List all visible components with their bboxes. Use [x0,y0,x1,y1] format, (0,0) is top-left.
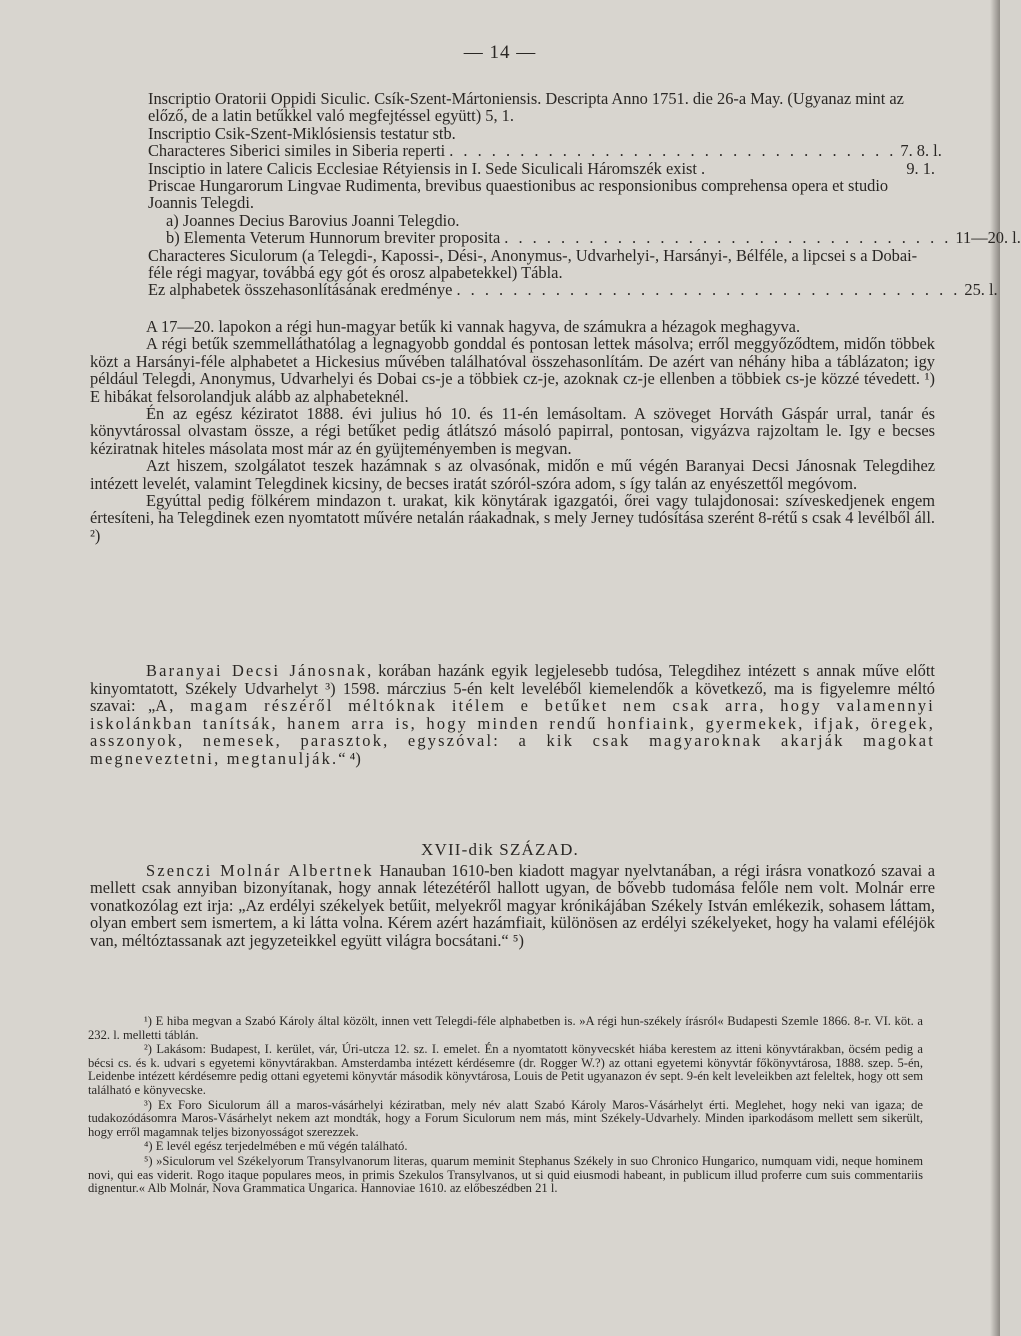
toc-entry-text: Inscriptio Csik-Szent-Miklósiensis testatur stb. [148,123,456,143]
toc-entry [148,141,942,161]
toc-page-ref: 11—20. l. [955,228,1021,248]
footnote: ²) Lakásom: Budapest, I. kerület, vár, Úri-utcza 12. sz. I. emelet. Én a nyomtatott könyvecskét hiába kerestem az itteni könyvtárakban, öcsém pedig a bécsi cs. és k. udvari s egyetemi könyvtárakban. Amsterdamba intézett kérdésemre (dr. Rogger W.?) az ottani egyetemi könyvtár főkönyvtárosa, 1888. szep. 5-én, Leidenbe intézett kérdésemre pedig ottani egyetemi könyvtár második könyvtárosa, Louis de Petit ugyanazon év sept. 9-én kelt leveleikben azt feleltek, hogy ott sem található e könyvecske. [88,1042,923,1097]
quoted-text: A, magam részéről méltóknak itélem e betűket nem csak arra, hogy valamennyi iskolánkban tanítsák, hanem arra is, hogy minden rendű honfiaink, gyermekek, ifjak, öregek, asszonyok, nemesek, parasztok, egyszóval: a kik csak magyaroknak akarják magokat megneveztetni, megtanulják. [90,696,935,768]
toc-entry-text: Ez alphabetek összehasonlításának eredménye [148,280,453,300]
paragraph-text: Hanauban 1610-ben kiadott magyar nyelvtanában, a régi irásra vonatkozó szavai a mellett csak annyiban bizonyítanak, hogy annak létezétéről hallott ugyan, de bővebb tudomása felőle nem volt. Molnár erre vonatkozólag ezt irja: „Az erdélyi székelyek betűit, melyekről magyar krónikájában Székely István emlékezik, sohasem láttam, olyan embert sem ismertem, a ki látta volna. Kérem azért hazámfiait, különösen az erdélyi székelyeket, hogy ha valami eféléjök van, méltóztassanak azt jegyzeteikkel együtt világra bocsátani.“ ⁵) [90,861,935,950]
body-section-2 [90,662,935,768]
footnote: ⁵) »Siculorum vel Székelyorum Transylvanorum literas, quarum meminit Stephanus Székely in suo Chronico Hungarico, numquam vidi, neque hominem novi, qui eas viderit. Rogo itaque populares meos, in primis Szekulos Transylvanos, ut si quid eiusmodi habeant, in publicum illud proferre cum suis commentariis dignentur.« Alb Molnár, Nova Grammatica Ungarica. Hannoviae 1610. az előbeszédben 21 l. [88,1153,923,1196]
paragraph: A 17—20. lapokon a régi hun-magyar betűk ki vannak hagyva, de számukra a hézagok meghagyva. [146,317,801,336]
toc-entry-text: Characteres Siberici similes in Siberia reperti [148,141,446,161]
paragraph: Én az egész kéziratot 1888. évi julius hó 10. és 11-én lemásoltam. A szöveget Horváth Gáspár urral, tanár és könyvtárossal olvastam össze, a régi betűket pedig átlátszó másoló papirral, pontosan, vigyázva rajzoltam le. Igy e becses kéziratnak hiteles másolata most már az én gyüjteményemben is megvan. [90,404,935,458]
toc-entry [148,160,935,177]
paragraph: Egyúttal pedig fölkérem mindazon t. urakat, kik könytárak igazgatói, őrei vagy tulajdonosai: szíveskedjenek engem értesíteni, ha Telegdinek ezen nyomtatott művére netalán ráakadnak, s mely Jerney tudósítása szerént 8-rétű s csak 4 levélből áll. ²) [90,491,935,545]
toc-entry [148,125,935,142]
paragraph: A régi betűk szemmelláthatólag a legnagyobb gonddal és pontosan lettek másolva; erről meggyőződtem, midőn többek közt a Harsányi-féle alphabetet a Hickesius művében találhatóval összehasonlítám. De azért van néhány hiba a táblázaton; igy például Telegdi, Anonymus, Udvarhelyi és Dobai cs-je a többiek cz-je, azoknak cz-je ellenben a többiek cs-je közzé tévedett. ¹) E hibákat felsorolandjuk alább az alphabeteknél. [90,334,935,406]
toc-dot-leader: . . . . . . . . . . . . . . . . . . . . . . . . . . . . . . . . [449,141,897,161]
toc-dot-leader: . . . . . . . . . . . . . . . . . . . . . . . . . . . . . . . . [504,228,952,248]
toc-entry-text: b) Elementa Veterum Hunnorum breviter proposita [166,228,501,248]
person-name: Baranyai Decsi Jánosnak [146,661,368,680]
toc-entry-text: a) Joannes Decius Barovius Joanni Telegdio. [166,210,460,230]
body-section-1 [90,318,935,544]
paragraph-text: , korában hazánk egyik legjelesebb tudósa, Telegdihez intézett s annak műve előtt kinyomtatott, Székely Udvarhelyt ³) 1598. márczius 5-én kelt leveléből kiemelendők a következő, ma is figyelemre méltó szavai: „ [90,661,935,716]
footnote: ³) Ex Foro Siculorum áll a maros-vásárhelyi kéziratban, mely név alatt Szabó Károly Maros-Vásárhelyt érti. Meglehet, hogy neki van igaza; de tudakozódásomra Maros-Vásárhelyt nekem azt mondták, hogy a Forum Siculorum nem más, mint Székely-Udvarhely. Minden iparkodásom mellett sem sikerült, hogy erről magamnak teljes bizonyosságot szerezzek. [88,1097,923,1139]
toc-entry-text: Priscae Hungarorum Lingvae Rudimenta, brevibus quaestionibus ac responsionibus comprehensa opera et studio Joannis Telegdi. [148,176,889,213]
section-heading: XVII-dik SZÁZAD. [420,840,579,859]
toc-dot-leader: . . . . . . . . . . . . . . . . . . . . . . . . . . . . . . . . . . . . [456,280,961,300]
toc-entry-text: Insciptio in latere Calicis Ecclesiae Rétyiensis in I. Sede Siculicali Háromszék exist . [148,158,706,178]
toc-entry-text: Inscriptio Oratorii Oppidi Siculic. Csík-Szent-Mártoniensis. Descripta Anno 1751. die 26-a May. (Ugyanaz mint az előző, de a latin betűkkel való megfejtéssel együtt) 5, 1. [148,89,904,126]
footnotes [88,1015,923,1197]
person-name: Szenczi Molnár Albertnek [146,861,374,880]
toc-entry [148,90,935,125]
toc-entry [148,247,935,282]
footnote: ¹) E hiba megvan a Szabó Károly által közölt, innen vett Telegdi-féle alphabetben is. »A régi hun-székely írásról« Budapesti Szemle 1866. 8-r. VI. köt. a 232. l. melletti táblán. [88,1014,923,1042]
paragraph-molnar [90,862,935,949]
paragraph-text: “ ⁴) [338,748,361,768]
toc-page-ref: 25. l. [964,280,998,300]
toc-entry-text: Characteres Siculorum (a Telegdi-, Kapossi-, Dési-, Anonymus-, Udvarhelyi-, Harsányi-, Bélféle, a lipcsei s a Dobai-féle régi magyar, továbbá egy gót és orosz alpabetekkel) Tábla. [148,245,918,283]
page-number: — 14 — [463,42,537,63]
page-edge-shadow [990,0,1000,1336]
toc-entry [148,228,1021,248]
toc-entry [148,212,935,229]
toc-page-ref: 9. 1. [906,158,935,178]
paragraph-decsi [90,662,935,768]
paragraph: Azt hiszem, szolgálatot teszek hazámnak s az olvasónak, midőn e mű végén Baranyai Decsi Jánosnak Telegdihez intézett levelét, valamint Telegdinek kicsiny, de becses iratát szóról-szóra adom, s így talán az enyészettől megóvom. [90,456,935,493]
toc-page-ref: 7. 8. l. [900,141,942,161]
body-section-3 [90,862,935,949]
toc-entry [148,280,998,300]
toc-entry [148,177,935,212]
footnote: ⁴) E levél egész terjedelmében e mű végén található. [144,1139,408,1154]
table-of-contents [148,89,1021,300]
